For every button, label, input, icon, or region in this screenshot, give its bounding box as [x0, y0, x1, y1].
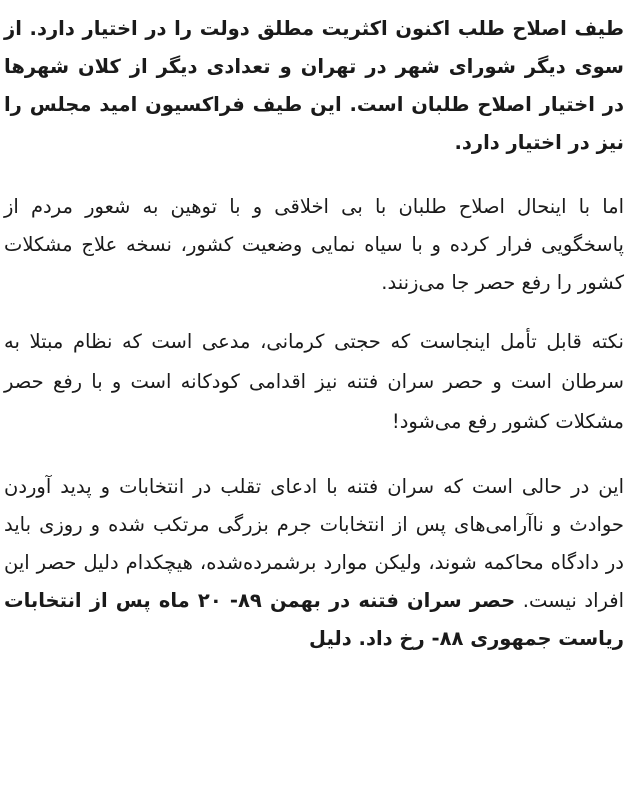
article-body — [4, 0, 624, 658]
paragraph-4-text: این در حالی است که سران فتنه با ادعای تقلب در انتخابات و پدید آوردن حوادث و ناآرامی‌های پس از انتخابات جرم بزرگی مرتکب شده و روزی باید در دادگاه محاکمه شوند، ولیکن موارد برشمرده‌شده، هیچکدام دلیل حصر این افراد نیست. — [4, 475, 624, 612]
paragraph-3-text: نکته قابل تأمل اینجاست که حجتی کرمانی، مدعی است که نظام مبتلا به سرطان است و حصر سران فتنه نیز اقدامی کودکانه است و با رفع حصر مشکلات کشور رفع می‌شود! — [4, 330, 624, 433]
paragraph-2-text: اما با اینحال اصلاح طلبان با بی اخلاقی و با توهین به شعور مردم از پاسخگویی فرار کرده و با سیاه نمایی وضعیت کشور، نسخه علاج مشکلات کشور را رفع حصر جا می‌زنند. — [4, 195, 624, 294]
paragraph-4 — [4, 442, 624, 658]
paragraph-2 — [4, 162, 624, 302]
paragraph-1 — [4, 0, 624, 162]
paragraph-3 — [4, 302, 624, 442]
paragraph-1-text: طیف اصلاح طلب اکنون اکثریت مطلق دولت را در اختیار دارد. از سوی دیگر شورای شهر در تهران و تعدادی دیگر از کلان شهرها در اختیار اصلاح طلبان است. این طیف فراکسیون امید مجلس را نیز در اختیار دارد. — [4, 17, 624, 154]
paragraph-4-bold-text: حصر سران فتنه در بهمن ۸۹- ۲۰ ماه پس از انتخابات ریاست جمهوری ۸۸- رخ داد. دلیل — [4, 589, 624, 650]
